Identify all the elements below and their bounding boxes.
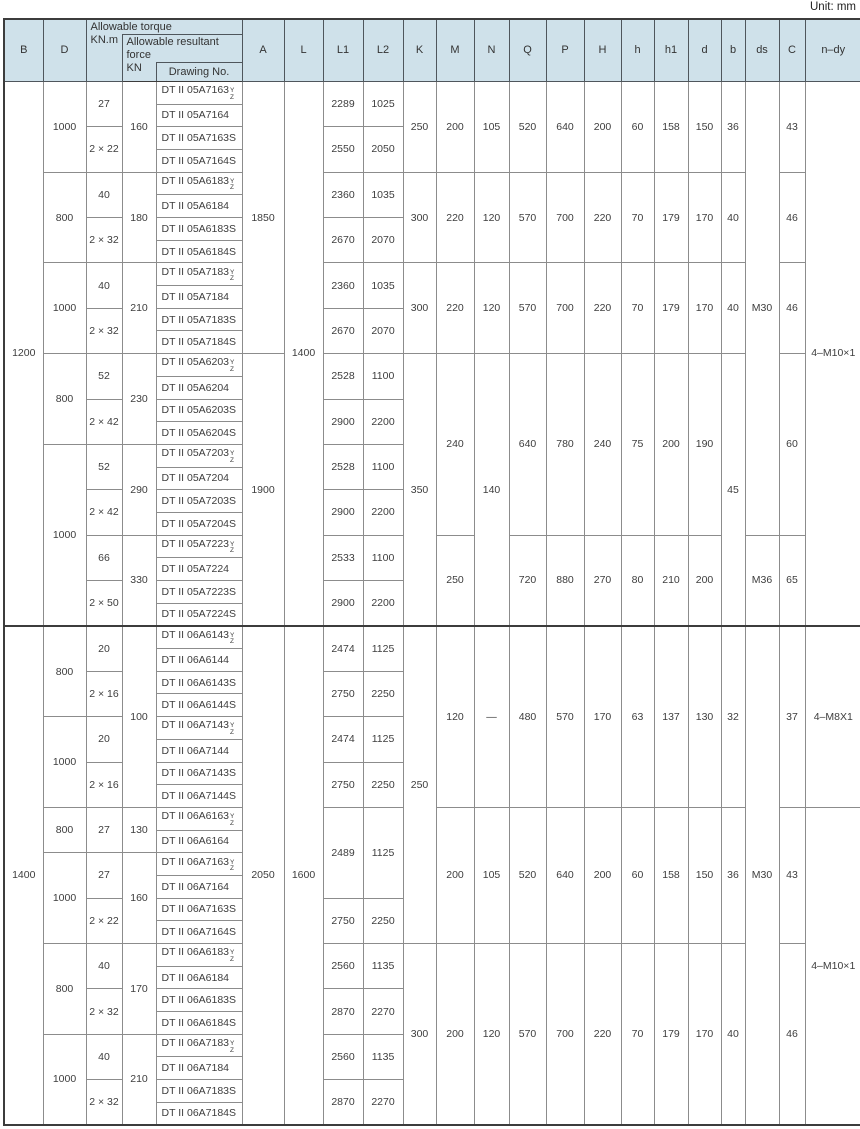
col-header-D: D <box>43 19 86 81</box>
cell-L2: 1100 <box>363 535 403 580</box>
cell-h: 80 <box>621 535 654 626</box>
cell-L2: 2200 <box>363 490 403 535</box>
cell-kn: 210 <box>122 1034 156 1125</box>
cell-L1: 2670 <box>323 218 363 263</box>
cell-kn: 100 <box>122 626 156 808</box>
cell-L: 1600 <box>284 626 323 1125</box>
cell-tq: 52 <box>86 444 122 489</box>
cell-kn: 330 <box>122 535 156 626</box>
cell-C: 65 <box>779 535 805 626</box>
cell-D: 1000 <box>43 81 86 172</box>
cell-P: 780 <box>546 354 584 536</box>
cell-K: 250 <box>403 626 436 944</box>
cell-P: 700 <box>546 172 584 263</box>
cell-b: 32 <box>721 626 745 808</box>
cell-N: 105 <box>474 807 509 943</box>
cell-L1: 2474 <box>323 717 363 762</box>
cell-D: 800 <box>43 807 86 852</box>
cell-M: 200 <box>436 944 474 1126</box>
cell-dwg: DT II 06A6184S <box>156 1012 242 1035</box>
cell-d: 150 <box>688 81 721 172</box>
cell-L1: 2900 <box>323 399 363 444</box>
col-header-C: C <box>779 19 805 81</box>
cell-H: 240 <box>584 354 621 536</box>
header-torque-unit: KN.m <box>86 34 122 81</box>
cell-L2: 2250 <box>363 762 403 807</box>
col-header-h: h <box>621 19 654 81</box>
cell-tq: 2 × 42 <box>86 490 122 535</box>
cell-C: 46 <box>779 263 805 354</box>
cell-dwg: DT II 05A6204S <box>156 422 242 445</box>
cell-K: 300 <box>403 263 436 354</box>
cell-P: 570 <box>546 626 584 808</box>
cell-d: 170 <box>688 944 721 1126</box>
cell-b: 40 <box>721 944 745 1126</box>
cell-D: 800 <box>43 354 86 445</box>
cell-H: 220 <box>584 944 621 1126</box>
cell-dwg: DT II 06A6143 Y Z <box>156 626 242 649</box>
cell-Q: 640 <box>509 354 546 536</box>
cell-dwg: DT II 06A6164 <box>156 830 242 853</box>
cell-L1: 2550 <box>323 127 363 172</box>
cell-kn: 180 <box>122 172 156 263</box>
cell-dwg: DT II 05A7183 Y Z <box>156 263 242 286</box>
yz-suffix: Y Z <box>230 87 235 101</box>
cell-kn: 210 <box>122 263 156 354</box>
cell-tq: 40 <box>86 944 122 989</box>
cell-dwg: DT II 05A7203 Y Z <box>156 444 242 467</box>
cell-L1: 2360 <box>323 172 363 217</box>
cell-dwg: DT II 06A7184S <box>156 1102 242 1125</box>
cell-M: 220 <box>436 263 474 354</box>
cell-h: 70 <box>621 263 654 354</box>
cell-dwg: DT II 05A7183S <box>156 308 242 331</box>
cell-kn: 290 <box>122 444 156 535</box>
cell-dwg: DT II 05A7204 <box>156 467 242 490</box>
cell-D: 1000 <box>43 717 86 808</box>
cell-kn: 130 <box>122 807 156 852</box>
cell-D: 800 <box>43 172 86 263</box>
yz-suffix: Y Z <box>230 949 235 963</box>
col-header-L1: L1 <box>323 19 363 81</box>
yz-suffix: Y Z <box>230 268 235 283</box>
cell-ds: M30 <box>745 81 779 535</box>
cell-M: 220 <box>436 172 474 263</box>
cell-K: 300 <box>403 172 436 263</box>
cell-Q: 570 <box>509 172 546 263</box>
cell-D: 800 <box>43 944 86 1035</box>
cell-C: 37 <box>779 626 805 808</box>
cell-ndy: 4–M8X1 <box>805 626 860 808</box>
cell-N: 105 <box>474 81 509 172</box>
cell-L1: 2533 <box>323 535 363 580</box>
cell-L1: 2560 <box>323 944 363 989</box>
cell-dwg: DT II 06A7184 <box>156 1057 242 1080</box>
cell-L2: 2200 <box>363 399 403 444</box>
cell-D: 800 <box>43 626 86 717</box>
cell-Q: 520 <box>509 81 546 172</box>
cell-dwg: DT II 06A7183S <box>156 1080 242 1103</box>
cell-b: 36 <box>721 81 745 172</box>
cell-L2: 1100 <box>363 444 403 489</box>
cell-D: 1000 <box>43 1034 86 1125</box>
cell-N: — <box>474 626 509 808</box>
cell-B: 1400 <box>4 626 43 1125</box>
cell-tq: 2 × 32 <box>86 1080 122 1125</box>
col-header-M: M <box>436 19 474 81</box>
cell-L1: 2670 <box>323 308 363 353</box>
cell-dwg: DT II 06A7183 Y Z <box>156 1034 242 1057</box>
cell-tq: 2 × 22 <box>86 127 122 172</box>
cell-d: 130 <box>688 626 721 808</box>
cell-L2: 2250 <box>363 898 403 943</box>
cell-L1: 2870 <box>323 1080 363 1125</box>
cell-dwg: DT II 06A7144 <box>156 739 242 762</box>
cell-H: 200 <box>584 807 621 943</box>
cell-dwg: DT II 06A6183S <box>156 989 242 1012</box>
cell-L1: 2750 <box>323 898 363 943</box>
cell-A: 1900 <box>242 354 284 626</box>
yz-suffix: Y Z <box>230 858 235 873</box>
cell-kn: 230 <box>122 354 156 445</box>
cell-h1: 137 <box>654 626 688 808</box>
cell-L1: 2528 <box>323 354 363 399</box>
cell-tq: 2 × 42 <box>86 399 122 444</box>
cell-H: 220 <box>584 263 621 354</box>
cell-dwg: DT II 06A7143S <box>156 762 242 785</box>
col-header-L2: L2 <box>363 19 403 81</box>
col-header-B: B <box>4 19 43 81</box>
cell-L1: 2900 <box>323 490 363 535</box>
cell-N: 120 <box>474 172 509 263</box>
cell-L2: 2200 <box>363 581 403 626</box>
cell-tq: 27 <box>86 807 122 852</box>
cell-L2: 2070 <box>363 308 403 353</box>
cell-tq: 40 <box>86 172 122 217</box>
cell-L1: 2528 <box>323 444 363 489</box>
cell-D: 1000 <box>43 263 86 354</box>
col-header-b: b <box>721 19 745 81</box>
cell-L2: 1125 <box>363 807 403 898</box>
cell-dwg: DT II 05A6204 <box>156 376 242 399</box>
cell-h: 60 <box>621 807 654 943</box>
cell-A: 2050 <box>242 626 284 1125</box>
cell-dwg: DT II 06A7143 Y Z <box>156 717 242 740</box>
yz-suffix: Y Z <box>230 631 235 646</box>
cell-M: 120 <box>436 626 474 808</box>
table-header <box>4 19 860 81</box>
cell-D: 1000 <box>43 444 86 626</box>
cell-h1: 210 <box>654 535 688 626</box>
cell-dwg: DT II 05A6184 <box>156 195 242 218</box>
yz-suffix: Y Z <box>230 1040 235 1054</box>
yz-suffix: Y Z <box>230 540 235 555</box>
cell-dwg: DT II 06A6183 Y Z <box>156 944 242 967</box>
cell-dwg: DT II 05A6183 Y Z <box>156 172 242 195</box>
cell-L2: 2270 <box>363 989 403 1034</box>
cell-b: 36 <box>721 807 745 943</box>
cell-Q: 570 <box>509 944 546 1126</box>
spec-table <box>3 18 860 1126</box>
cell-L2: 1125 <box>363 717 403 762</box>
cell-L1: 2900 <box>323 581 363 626</box>
cell-Q: 720 <box>509 535 546 626</box>
cell-tq: 20 <box>86 626 122 671</box>
cell-tq: 2 × 16 <box>86 671 122 716</box>
cell-h: 75 <box>621 354 654 536</box>
cell-d: 190 <box>688 354 721 536</box>
cell-d: 170 <box>688 263 721 354</box>
cell-dwg: DT II 05A7164 <box>156 104 242 127</box>
header-resultant-force: Allowable resultant force <box>122 34 242 62</box>
cell-tq: 2 × 32 <box>86 989 122 1034</box>
cell-P: 700 <box>546 263 584 354</box>
cell-dwg: DT II 06A7164S <box>156 921 242 944</box>
unit-label: Unit: mm <box>810 1 856 13</box>
cell-tq: 27 <box>86 81 122 126</box>
cell-h1: 179 <box>654 263 688 354</box>
cell-dwg: DT II 06A6143S <box>156 671 242 694</box>
yz-suffix: Y Z <box>230 359 235 373</box>
cell-M: 200 <box>436 807 474 943</box>
cell-dwg: DT II 06A6144 <box>156 649 242 672</box>
cell-tq: 20 <box>86 717 122 762</box>
cell-dwg: DT II 05A7223S <box>156 581 242 604</box>
header-allowable-torque: Allowable torque <box>86 19 242 34</box>
cell-C: 43 <box>779 81 805 172</box>
cell-P: 640 <box>546 807 584 943</box>
cell-dwg: DT II 05A7223 Y Z <box>156 535 242 558</box>
cell-dwg: DT II 06A7144S <box>156 785 242 808</box>
cell-L2: 1035 <box>363 172 403 217</box>
cell-dwg: DT II 05A7203S <box>156 490 242 513</box>
cell-dwg: DT II 06A6144S <box>156 694 242 717</box>
cell-L1: 2474 <box>323 626 363 671</box>
cell-P: 700 <box>546 944 584 1126</box>
cell-L1: 2870 <box>323 989 363 1034</box>
cell-dwg: DT II 05A7163S <box>156 127 242 150</box>
cell-tq: 2 × 16 <box>86 762 122 807</box>
col-header-K: K <box>403 19 436 81</box>
cell-L2: 2250 <box>363 671 403 716</box>
cell-P: 640 <box>546 81 584 172</box>
cell-H: 200 <box>584 81 621 172</box>
cell-b: 40 <box>721 172 745 263</box>
cell-Q: 480 <box>509 626 546 808</box>
cell-dwg: DT II 05A7204S <box>156 512 242 535</box>
cell-M: 250 <box>436 535 474 626</box>
cell-dwg: DT II 06A6184 <box>156 966 242 989</box>
yz-suffix: Y Z <box>230 450 235 464</box>
cell-L2: 2270 <box>363 1080 403 1125</box>
cell-dwg: DT II 05A6184S <box>156 240 242 263</box>
cell-h: 63 <box>621 626 654 808</box>
cell-dwg: DT II 06A7163 Y Z <box>156 853 242 876</box>
cell-h: 70 <box>621 172 654 263</box>
cell-C: 60 <box>779 354 805 536</box>
cell-H: 170 <box>584 626 621 808</box>
cell-Q: 570 <box>509 263 546 354</box>
yz-suffix: Y Z <box>230 722 235 736</box>
col-header-L: L <box>284 19 323 81</box>
cell-L1: 2289 <box>323 81 363 126</box>
cell-L2: 1025 <box>363 81 403 126</box>
col-header-N: N <box>474 19 509 81</box>
cell-tq: 2 × 22 <box>86 898 122 943</box>
cell-tq: 66 <box>86 535 122 580</box>
cell-A: 1850 <box>242 81 284 353</box>
cell-L2: 2050 <box>363 127 403 172</box>
cell-dwg: DT II 05A7164S <box>156 149 242 172</box>
cell-ndy: 4–M10×1 <box>805 81 860 626</box>
cell-L1: 2750 <box>323 671 363 716</box>
header-force-unit: KN <box>122 62 156 81</box>
cell-dwg: DT II 06A7163S <box>156 898 242 921</box>
cell-N: 120 <box>474 944 509 1126</box>
cell-L2: 1035 <box>363 263 403 308</box>
cell-h1: 158 <box>654 81 688 172</box>
cell-d: 150 <box>688 807 721 943</box>
cell-L2: 1135 <box>363 1034 403 1079</box>
cell-h1: 179 <box>654 944 688 1126</box>
cell-tq: 2 × 50 <box>86 581 122 626</box>
cell-P: 880 <box>546 535 584 626</box>
cell-K: 250 <box>403 81 436 172</box>
cell-dwg: DT II 05A6183S <box>156 218 242 241</box>
cell-h1: 179 <box>654 172 688 263</box>
cell-B: 1200 <box>4 81 43 626</box>
cell-C: 46 <box>779 172 805 263</box>
cell-tq: 40 <box>86 1034 122 1079</box>
cell-C: 46 <box>779 944 805 1126</box>
cell-N: 120 <box>474 263 509 354</box>
col-header-Q: Q <box>509 19 546 81</box>
table-body <box>4 81 860 1125</box>
cell-h: 70 <box>621 944 654 1126</box>
cell-h1: 158 <box>654 807 688 943</box>
col-header-P: P <box>546 19 584 81</box>
cell-M: 200 <box>436 81 474 172</box>
cell-tq: 40 <box>86 263 122 308</box>
col-header-ndy: n–dy <box>805 19 860 81</box>
cell-N: 140 <box>474 354 509 626</box>
cell-K: 350 <box>403 354 436 626</box>
col-header-H: H <box>584 19 621 81</box>
col-header-h1: h1 <box>654 19 688 81</box>
cell-dwg: DT II 05A7224S <box>156 603 242 626</box>
yz-suffix: Y Z <box>230 177 235 192</box>
cell-ds: M30 <box>745 626 779 1125</box>
cell-C: 43 <box>779 807 805 943</box>
cell-kn: 160 <box>122 853 156 944</box>
cell-L1: 2489 <box>323 807 363 898</box>
cell-Q: 520 <box>509 807 546 943</box>
cell-b: 40 <box>721 263 745 354</box>
cell-dwg: DT II 06A7164 <box>156 875 242 898</box>
cell-L2: 1135 <box>363 944 403 989</box>
cell-kn: 160 <box>122 81 156 172</box>
cell-d: 200 <box>688 535 721 626</box>
cell-L2: 1100 <box>363 354 403 399</box>
col-header-d: d <box>688 19 721 81</box>
cell-M: 240 <box>436 354 474 536</box>
cell-dwg: DT II 05A6203S <box>156 399 242 422</box>
cell-ds: M36 <box>745 535 779 626</box>
cell-L1: 2750 <box>323 762 363 807</box>
cell-ndy: 4–M10×1 <box>805 807 860 1125</box>
cell-L1: 2560 <box>323 1034 363 1079</box>
cell-tq: 2 × 32 <box>86 308 122 353</box>
cell-dwg: DT II 05A7184S <box>156 331 242 354</box>
cell-D: 1000 <box>43 853 86 944</box>
col-header-ds: ds <box>745 19 779 81</box>
cell-K: 300 <box>403 944 436 1126</box>
cell-dwg: DT II 05A6203 Y Z <box>156 354 242 377</box>
cell-H: 270 <box>584 535 621 626</box>
cell-dwg: DT II 06A6163 Y Z <box>156 807 242 830</box>
cell-tq: 27 <box>86 853 122 898</box>
cell-tq: 2 × 32 <box>86 218 122 263</box>
header-drawing-no: Drawing No. <box>156 62 242 81</box>
cell-d: 170 <box>688 172 721 263</box>
cell-dwg: DT II 05A7184 <box>156 286 242 309</box>
cell-tq: 52 <box>86 354 122 399</box>
cell-dwg: DT II 05A7224 <box>156 558 242 581</box>
cell-L: 1400 <box>284 81 323 626</box>
cell-dwg: DT II 05A7163 Y Z <box>156 81 242 104</box>
col-header-A: A <box>242 19 284 81</box>
cell-L1: 2360 <box>323 263 363 308</box>
cell-L2: 1125 <box>363 626 403 671</box>
cell-h1: 200 <box>654 354 688 536</box>
cell-h: 60 <box>621 81 654 172</box>
cell-kn: 170 <box>122 944 156 1035</box>
yz-suffix: Y Z <box>230 813 235 827</box>
cell-H: 220 <box>584 172 621 263</box>
cell-b: 45 <box>721 354 745 626</box>
cell-L2: 2070 <box>363 218 403 263</box>
